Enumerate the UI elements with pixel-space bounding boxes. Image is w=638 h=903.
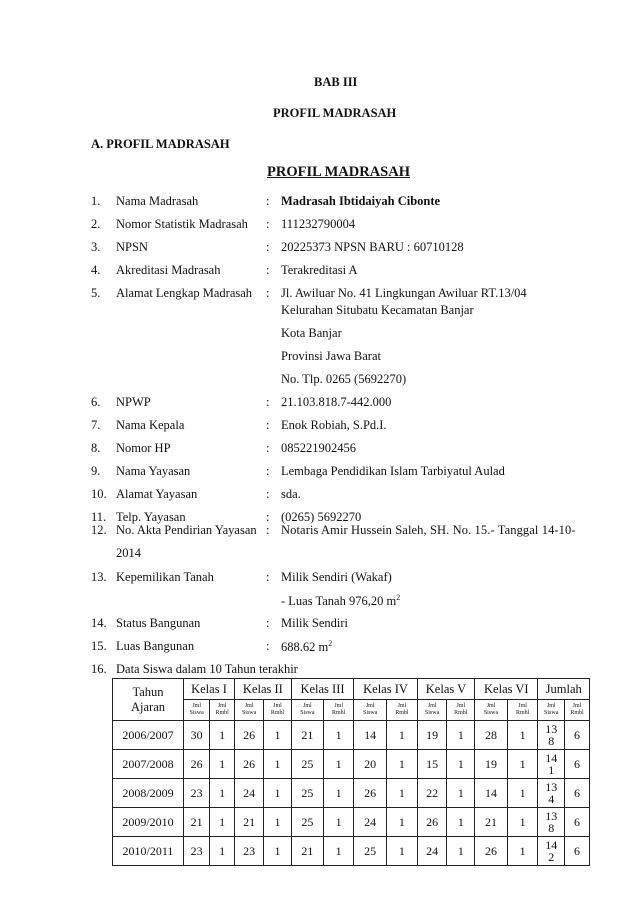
- group-header: Kelas V: [417, 679, 474, 700]
- year-header-line: Tahun: [132, 684, 164, 699]
- rmbl-cell: 1: [387, 837, 418, 866]
- item-value: (0265) 5692270: [281, 510, 362, 524]
- item-number: 3.: [91, 240, 101, 254]
- sub-header-text: Jml: [427, 703, 437, 709]
- item-value: Milik Sendiri: [281, 616, 349, 630]
- table-row: [113, 837, 590, 866]
- sub-header-siswa: [417, 700, 447, 721]
- sub-header-text: Jml: [546, 703, 556, 709]
- sub-header-text: Jml: [572, 703, 582, 709]
- siswa-cell: 19: [417, 721, 447, 750]
- rmbl-cell: 1: [447, 750, 475, 779]
- item-label: Alamat Yayasan: [116, 487, 198, 501]
- rmbl-cell: 1: [447, 837, 475, 866]
- item-value: sda.: [281, 487, 301, 501]
- item-number: 2.: [91, 217, 101, 231]
- item-colon: :: [266, 194, 270, 208]
- sub-header-text: Rmbl: [395, 710, 409, 716]
- sub-header-siswa: [354, 700, 387, 721]
- sub-header-text: Jml: [456, 703, 466, 709]
- sub-header-siswa: [538, 700, 565, 721]
- item-colon: :: [266, 616, 270, 630]
- total-siswa-cell: [538, 750, 565, 779]
- item-colon: :: [266, 418, 270, 432]
- item-number: 10.: [91, 487, 107, 501]
- table-row: [113, 750, 590, 779]
- item-label: Nama Madrasah: [116, 194, 199, 208]
- rmbl-cell: 1: [387, 750, 418, 779]
- item-value: 085221902456: [281, 441, 356, 455]
- rmbl-cell: 1: [387, 808, 418, 837]
- item-number: 4.: [91, 263, 101, 277]
- item-label: Kepemilikan Tanah: [116, 570, 214, 584]
- item-number: 5.: [91, 286, 101, 300]
- item-label: NPWP: [116, 395, 151, 409]
- siswa-cell: 23: [184, 779, 210, 808]
- sub-header-text: Jml: [303, 703, 312, 709]
- total-siswa-cell: [538, 837, 565, 866]
- siswa-cell: 26: [475, 837, 508, 866]
- rmbl-cell: 1: [210, 721, 235, 750]
- item-value: Notaris Amir Hussein Saleh, SH. No. 15.- Tanggal 14-10-: [281, 523, 576, 537]
- profile-item: [0, 639, 638, 659]
- rmbl-cell: 1: [447, 721, 475, 750]
- group-header: Kelas III: [291, 679, 354, 700]
- profile-item: [0, 487, 638, 507]
- profile-item: [0, 240, 638, 260]
- siswa-cell: 30: [184, 721, 210, 750]
- rmbl-cell: 1: [324, 837, 354, 866]
- group-header: Kelas I: [184, 679, 235, 700]
- sub-header-rmbl: [565, 700, 590, 721]
- siswa-cell: 21: [291, 721, 323, 750]
- total-siswa-part: 8: [548, 734, 555, 748]
- land-area: [281, 593, 400, 609]
- total-siswa-part: 8: [548, 821, 555, 835]
- year-cell: 2008/2009: [113, 779, 184, 808]
- sub-header-rmbl: [210, 700, 235, 721]
- siswa-cell: 26: [234, 750, 263, 779]
- sub-header-rmbl: [324, 700, 354, 721]
- siswa-cell: 28: [475, 721, 508, 750]
- sub-header-text: Siswa: [424, 710, 440, 716]
- siswa-cell: 14: [475, 779, 508, 808]
- siswa-cell: 25: [291, 750, 323, 779]
- address-line: Kota Banjar: [281, 326, 342, 340]
- address-line: Kelurahan Situbatu Kecamatan Banjar: [281, 303, 474, 317]
- item-value: Madrasah Ibtidaiyah Cibonte: [281, 194, 441, 208]
- total-siswa-part: 1: [548, 763, 555, 777]
- item-label: Telp. Yayasan: [116, 510, 186, 524]
- sub-header-text: Jml: [397, 703, 407, 709]
- year-cell: 2007/2008: [113, 750, 184, 779]
- rmbl-cell: 1: [210, 808, 235, 837]
- total-siswa-part: 13: [545, 780, 558, 794]
- rmbl-cell: 1: [507, 721, 538, 750]
- profile-title: PROFIL MADRASAH: [267, 164, 410, 180]
- siswa-cell: 23: [234, 837, 263, 866]
- item-number: 11.: [91, 510, 107, 524]
- profile-item: [0, 418, 638, 438]
- item-colon: :: [266, 510, 270, 524]
- siswa-cell: 21: [184, 808, 210, 837]
- item-colon: :: [266, 487, 270, 501]
- siswa-cell: 25: [291, 779, 323, 808]
- land-area-unit-sup: 2: [396, 593, 401, 602]
- item-label: Data Siswa dalam 10 Tahun terakhir: [116, 662, 298, 676]
- item-label: Nomor HP: [116, 441, 171, 455]
- item-value: Milik Sendiri (Wakaf): [281, 570, 392, 584]
- item-colon: :: [266, 464, 270, 478]
- item-label: Nama Yayasan: [116, 464, 191, 478]
- sub-header-rmbl: [264, 700, 291, 721]
- item-number: 14.: [91, 616, 107, 630]
- sub-header-text: Rmbl: [570, 710, 584, 716]
- section-heading: A. PROFIL MADRASAH: [91, 137, 230, 151]
- rmbl-cell: 1: [210, 837, 235, 866]
- total-siswa-part: 2: [548, 850, 555, 864]
- total-siswa-part: 13: [545, 809, 558, 823]
- siswa-cell: 25: [291, 808, 323, 837]
- profile-item: [0, 263, 638, 283]
- item-label: Akreditasi Madrasah: [116, 263, 221, 277]
- sub-header-text: Jml: [486, 703, 496, 709]
- sub-header-text: Jml: [192, 703, 201, 709]
- item-label: Status Bangunan: [116, 616, 201, 630]
- profile-item: [0, 441, 638, 461]
- profile-item: [0, 523, 638, 543]
- sub-header-siswa: [234, 700, 263, 721]
- sub-header-text: Rmbl: [270, 710, 285, 716]
- rmbl-cell: 1: [507, 808, 538, 837]
- table-row: [113, 721, 590, 750]
- item-colon: :: [266, 523, 270, 537]
- sub-header-rmbl: [507, 700, 538, 721]
- table-row: [113, 779, 590, 808]
- siswa-cell: 23: [184, 837, 210, 866]
- siswa-cell: 15: [417, 750, 447, 779]
- rmbl-cell: 1: [264, 779, 291, 808]
- siswa-cell: 26: [184, 750, 210, 779]
- siswa-cell: 24: [234, 779, 263, 808]
- rmbl-cell: 1: [264, 750, 291, 779]
- rmbl-cell: 1: [264, 721, 291, 750]
- sub-header-text: Rmbl: [515, 710, 530, 716]
- sub-header-text: Jml: [273, 703, 282, 709]
- siswa-cell: 21: [234, 808, 263, 837]
- group-header: Kelas II: [234, 679, 291, 700]
- item-number: 1.: [91, 194, 101, 208]
- item-value: 111232790004: [281, 217, 356, 231]
- group-header: Kelas IV: [354, 679, 418, 700]
- siswa-cell: 20: [354, 750, 387, 779]
- item-value: Terakreditasi A: [281, 263, 358, 277]
- sub-header-row: [113, 700, 590, 721]
- table-row: [113, 808, 590, 837]
- siswa-cell: 24: [417, 837, 447, 866]
- student-data-table: [112, 678, 590, 866]
- item-number: 13.: [91, 570, 107, 584]
- item-label: Nama Kepala: [116, 418, 185, 432]
- address-line: Provinsi Jawa Barat: [281, 349, 381, 363]
- total-siswa-cell: [538, 808, 565, 837]
- profile-item: [0, 464, 638, 484]
- rmbl-cell: 1: [324, 779, 354, 808]
- address-line: No. Tlp. 0265 (5692270): [281, 372, 407, 386]
- rmbl-cell: 1: [210, 750, 235, 779]
- sub-header-text: Jml: [365, 703, 375, 709]
- total-siswa-cell: [538, 779, 565, 808]
- item-number: 12.: [91, 523, 107, 537]
- item-colon: :: [266, 217, 270, 231]
- year-header-line: Ajaran: [130, 699, 165, 714]
- total-siswa-part: 14: [545, 751, 558, 765]
- building-area: [281, 639, 332, 655]
- sub-header-text: Jml: [334, 703, 343, 709]
- item-colon: :: [266, 286, 270, 300]
- rmbl-cell: 1: [387, 779, 418, 808]
- year-cell: 2009/2010: [113, 808, 184, 837]
- rmbl-cell: 1: [507, 837, 538, 866]
- siswa-cell: 22: [417, 779, 447, 808]
- item-value: Lembaga Pendidikan Islam Tarbiyatul Aulad: [281, 464, 505, 478]
- total-rmbl-cell: 6: [565, 721, 590, 750]
- profile-item: [0, 194, 638, 214]
- profile-item: [0, 616, 638, 636]
- siswa-cell: 21: [475, 808, 508, 837]
- total-rmbl-cell: 6: [565, 750, 590, 779]
- item-label: Luas Bangunan: [116, 639, 195, 653]
- sub-header-siswa: [291, 700, 323, 721]
- item-number: 15.: [91, 639, 107, 653]
- item-value: 21.103.818.7-442.000: [281, 395, 392, 409]
- rmbl-cell: 1: [387, 721, 418, 750]
- profile-item: [0, 570, 638, 590]
- sub-header-text: Rmbl: [215, 710, 229, 716]
- sub-header-text: Siswa: [300, 710, 315, 716]
- item-value: Jl. Awiluar No. 41 Lingkungan Awiluar RT.13/04: [281, 286, 527, 300]
- sub-header-text: Rmbl: [454, 710, 468, 716]
- rmbl-cell: 1: [210, 779, 235, 808]
- item-value: 688.62 m: [281, 640, 329, 655]
- profile-item: [0, 395, 638, 415]
- total-rmbl-cell: 6: [565, 779, 590, 808]
- item-label: No. Akta Pendirian Yayasan: [116, 523, 257, 537]
- sub-header-text: Siswa: [363, 710, 378, 716]
- siswa-cell: 14: [354, 721, 387, 750]
- total-siswa-part: 14: [545, 838, 558, 852]
- item-value: Enok Robiah, S.Pd.I.: [281, 418, 387, 432]
- group-header: Kelas VI: [475, 679, 538, 700]
- year-header: [113, 679, 184, 721]
- rmbl-cell: 1: [264, 808, 291, 837]
- item-colon: :: [266, 441, 270, 455]
- rmbl-cell: 1: [324, 721, 354, 750]
- item-number: 9.: [91, 464, 101, 478]
- sub-header-text: Siswa: [483, 710, 499, 716]
- sub-header-rmbl: [447, 700, 475, 721]
- item-colon: :: [266, 263, 270, 277]
- deed-year: 2014: [116, 546, 141, 560]
- rmbl-cell: 1: [507, 750, 538, 779]
- total-rmbl-cell: 6: [565, 837, 590, 866]
- sub-header-siswa: [184, 700, 210, 721]
- sub-header-text: Siswa: [189, 710, 204, 716]
- item-number: 7.: [91, 418, 101, 432]
- item-colon: :: [266, 395, 270, 409]
- profile-item: [0, 217, 638, 237]
- total-siswa-part: 4: [548, 792, 555, 806]
- chapter-heading: BAB III: [314, 75, 358, 89]
- rmbl-cell: 1: [324, 750, 354, 779]
- siswa-cell: 26: [354, 779, 387, 808]
- year-cell: 2010/2011: [113, 837, 184, 866]
- chapter-title: PROFIL MADRASAH: [273, 106, 397, 120]
- item-number: 16.: [91, 662, 107, 676]
- siswa-cell: 19: [475, 750, 508, 779]
- rmbl-cell: 1: [264, 837, 291, 866]
- item-label: NPSN: [116, 240, 148, 254]
- item-number: 8.: [91, 441, 101, 455]
- total-siswa-cell: [538, 721, 565, 750]
- year-cell: 2006/2007: [113, 721, 184, 750]
- sub-header-text: Jml: [518, 703, 527, 709]
- rmbl-cell: 1: [324, 808, 354, 837]
- sub-header-siswa: [475, 700, 508, 721]
- item-colon: :: [266, 570, 270, 584]
- item-value: 20225373 NPSN BARU : 60710128: [281, 240, 464, 254]
- rmbl-cell: 1: [447, 779, 475, 808]
- siswa-cell: 26: [417, 808, 447, 837]
- siswa-cell: 21: [291, 837, 323, 866]
- sub-header-text: Jml: [244, 703, 254, 709]
- item-colon: :: [266, 639, 270, 653]
- group-header: Jumlah: [538, 679, 590, 700]
- table-body: [113, 721, 590, 866]
- building-area-unit-sup: 2: [328, 639, 333, 648]
- sub-header-rmbl: [387, 700, 418, 721]
- total-rmbl-cell: 6: [565, 808, 590, 837]
- sub-header-text: Siswa: [241, 710, 257, 716]
- item-label: Nomor Statistik Madrasah: [116, 217, 248, 231]
- siswa-cell: 24: [354, 808, 387, 837]
- sub-header-text: Rmbl: [331, 710, 346, 716]
- siswa-cell: 26: [234, 721, 263, 750]
- siswa-cell: 25: [354, 837, 387, 866]
- land-area-text: - Luas Tanah 976,20 m: [281, 594, 397, 609]
- rmbl-cell: 1: [507, 779, 538, 808]
- sub-header-text: Jml: [217, 703, 227, 709]
- rmbl-cell: 1: [447, 808, 475, 837]
- total-siswa-part: 13: [545, 722, 558, 736]
- item-colon: :: [266, 240, 270, 254]
- item-label: Alamat Lengkap Madrasah: [116, 286, 253, 300]
- sub-header-text: Siswa: [544, 710, 559, 716]
- item-number: 6.: [91, 395, 101, 409]
